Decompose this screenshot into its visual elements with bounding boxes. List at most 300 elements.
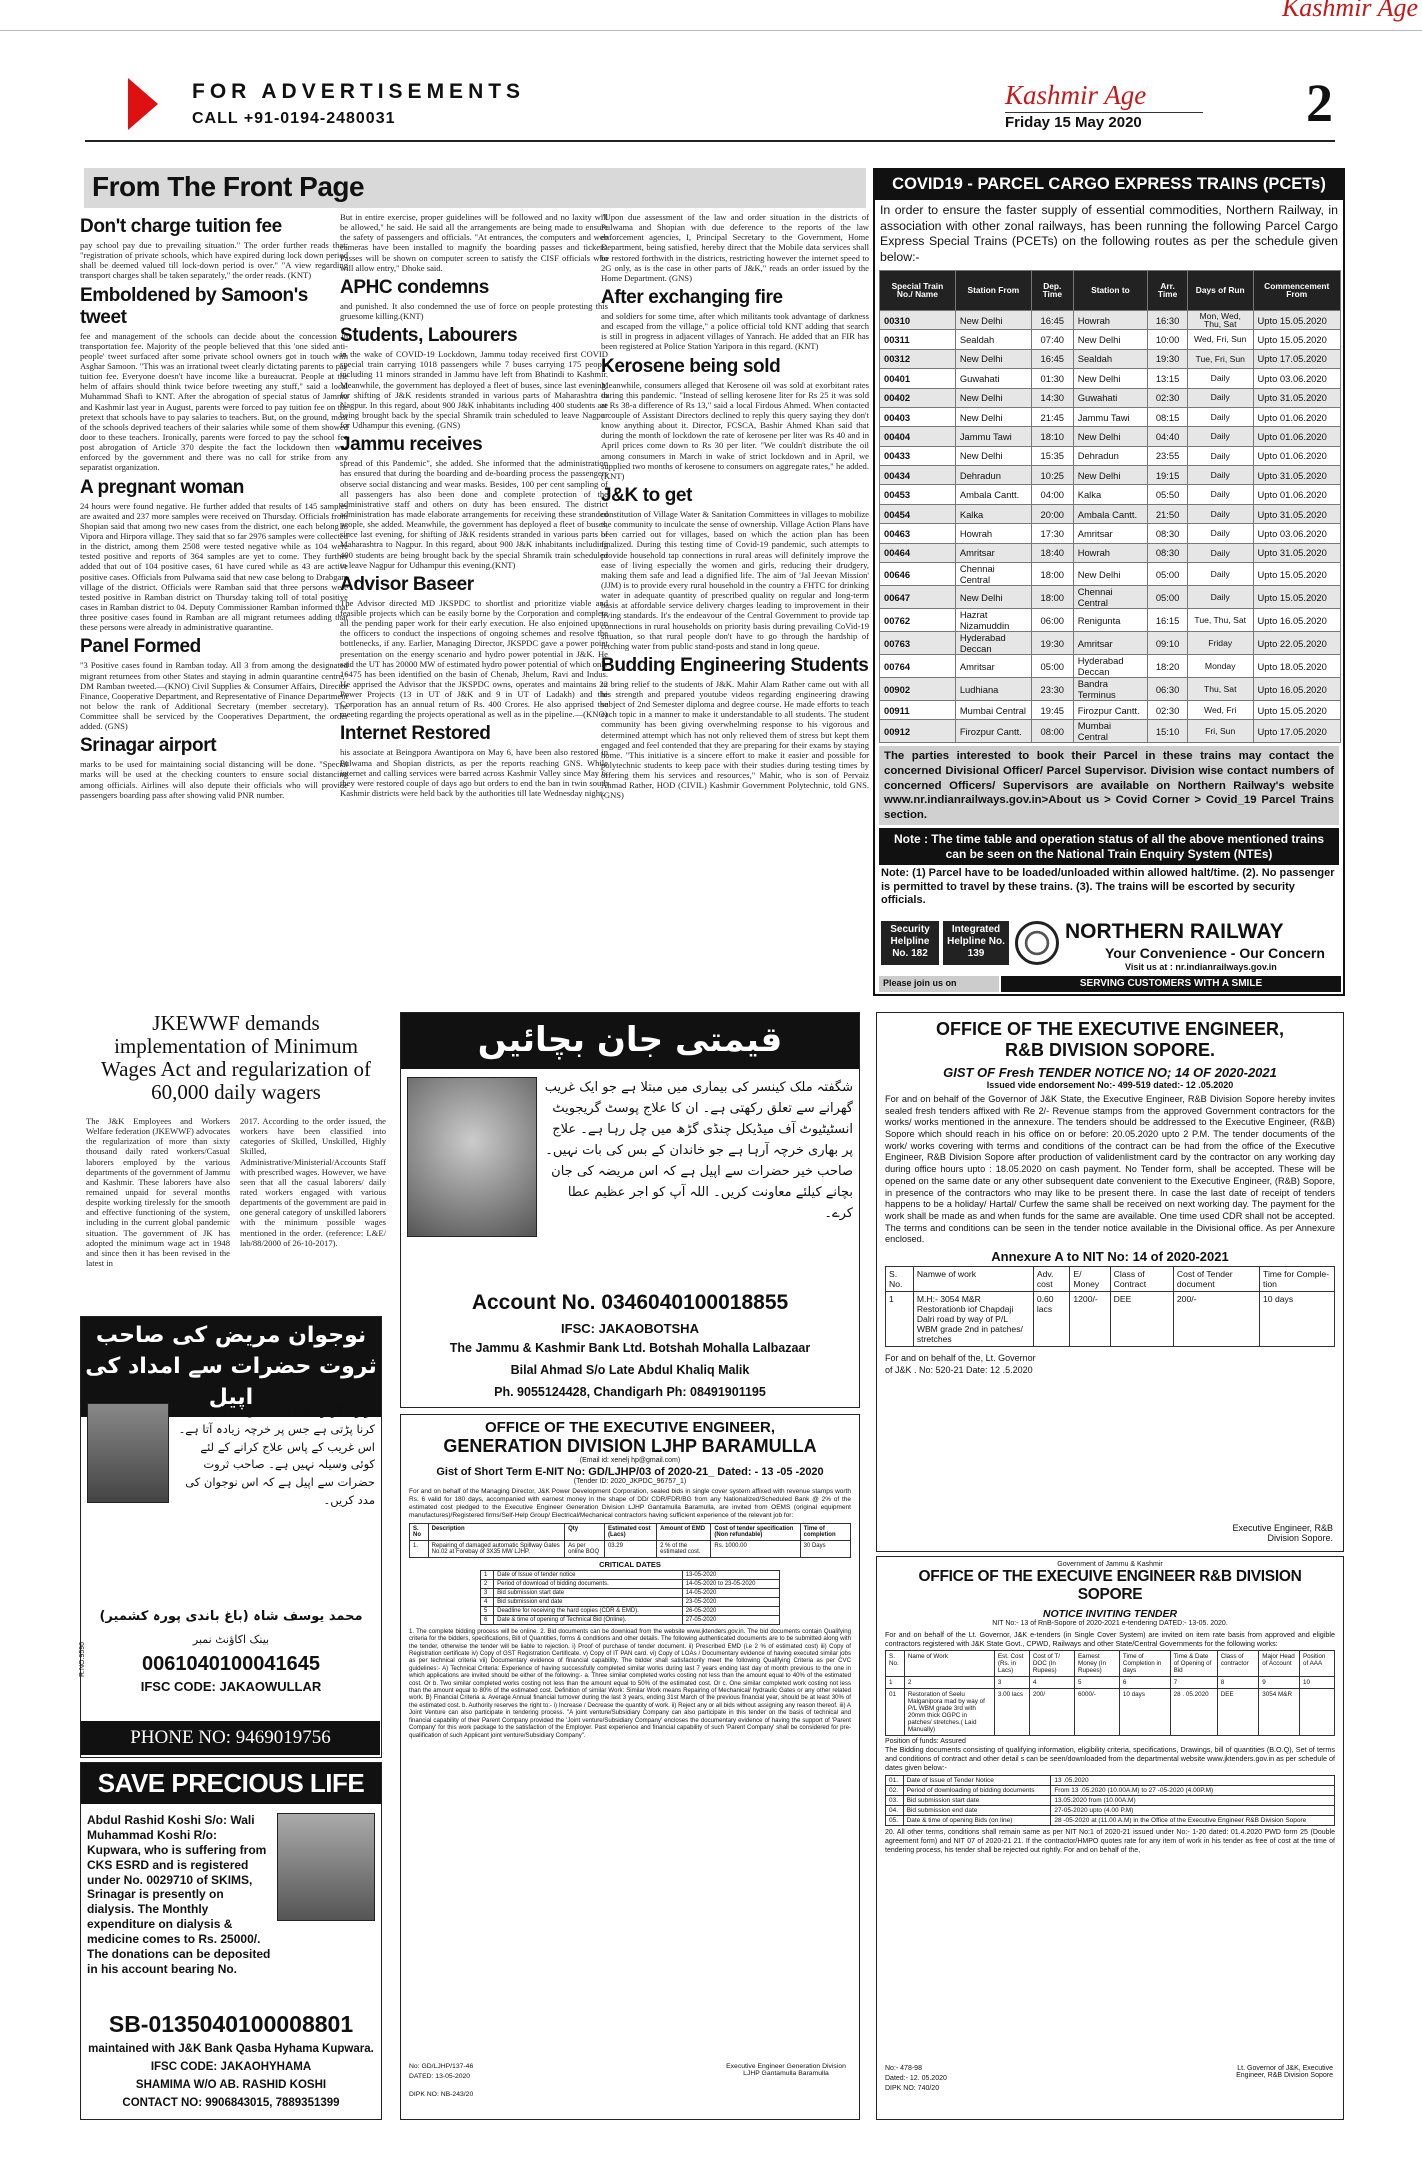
table-header: Class of contractor (1217, 1651, 1259, 1677)
table-cell: 27-05-2020 upto (4.00 P.M) (1051, 1806, 1335, 1816)
top-rule (0, 30, 1422, 31)
cancer-appeal-body: شگفتہ ملک کینسر کی بیماری میں مبتلا ہے جو ایک غریب گھرانے سے تعلق رکھتی ہے۔ ان کا علاج پوسٹ گریجویٹ انسٹیٹیوٹ آف میڈیکل چنڈی گڑھ میں چل رہا ہے۔ علاج پر بھاری خرچہ آرہا ہے جو خاندان کے بس کی بات نہیں۔ صاحب خیر حضرات سے اپیل ہے کہ اس مریضہ کی جان بچانے کیلئے معاونت کریں۔ اللہ آپ کو اجر عظیم عطا کرے۔ (544, 1080, 853, 1222)
table-cell: Guwahati (1073, 388, 1148, 407)
patient-photo (87, 1403, 169, 1503)
ljhp-dates-table (480, 1570, 780, 1625)
table-header: Time & Date of Opening of Bid (1170, 1651, 1217, 1677)
table-cell: 02:30 (1148, 388, 1188, 407)
sopore2-gov: Government of Jammu & Kashmir (1057, 1561, 1163, 1568)
table-cell: 19:45 (1031, 701, 1073, 720)
table-cell: 7 (1170, 1677, 1217, 1689)
sopore-gist: GIST OF Fresh TENDER NOTICE NO; 14 OF 2020-2021 (943, 1065, 1277, 1080)
table-cell: 6000/- (1074, 1689, 1119, 1736)
story-body: Meanwhile, consumers alleged that Kerosene oil was sold at exorbitant rates during this pandemic. "Instead of selling kerosene liter for Rs 25 it was sold at Rs 38-a difference of Rs 13," said a local Firdous Ahmed. When contacted a couple of Assistant Directors declined to reply this query saying they don't know anything about it. Director, FCSCA, Bashir Ahmed Khan said that during the month of lockdown the rate of kerosene per liter was Rs 40 and in April prices come down to Rs 30 per liter. "We couldn't distribute the oil among consumers in March in wake of strict lockdown and in April, we supplied two months of kerosene to consumers on aggregate rates," he added. (KNT) (601, 379, 869, 481)
table-cell: 18:00 (1031, 586, 1073, 609)
table-cell: Firozpur Cantt. (1073, 701, 1148, 720)
serving-banner: SERVING CUSTOMERS WITH A SMILE (1001, 976, 1341, 992)
table-cell: Hyderabad Deccan (955, 632, 1031, 655)
table-cell: 200/ (1029, 1689, 1074, 1736)
table-cell: 1 (481, 1570, 494, 1579)
parcel-note: Note : The time table and operation status of all the above mentioned trains can be seen on the National Train Enquiry System (NTEs) (879, 828, 1339, 865)
story-headline: APHC condemns (340, 276, 489, 298)
table-cell: New Delhi (955, 407, 1031, 426)
cancer-phone: Ph. 9055124428, Chandigarh Ph: 08491901195 (494, 1385, 766, 1399)
table-row (880, 586, 1341, 609)
story-body: constitution of Village Water & Sanitation Committees in villages to mobilize the community to inculcate the sense of ownership. Village Action Plans have been carried out for villages, based on which the action plan has been finalized. During this testing time of Covid-19 pandemic, such attempts to provide household tap connections in rural areas will definitely improve the ease of living especially the women and girls, reducing their drudgery, making them safe and lead a dignified life. The aim of 'Jal Jeevan Mission' (JJM) is to provide every rural household in the country a FHTC for drinking water in adequate quantity of prescribed quality on regular and long-term basis at affordable service delivery charges leading to improvement in their living standards. It's the endeavour of the Central Government to provide tap connections in rural households on priority basis during prevailing CoVid-19 situation, so that rural people don't have to go through the hardship of fetching water from public stand-posts and stand in long queue. (601, 508, 869, 651)
sopore2-body: For and on behalf of the Lt. Governor, J&K e-tenders (in Single Cover System) are invited on item rate basis from approved and eligible contractors registered with J&K State Govt., CPWD, Railways and other State/Central Governments for the following works: (885, 1630, 1335, 1648)
table-cell: 18:00 (1031, 563, 1073, 586)
sopore-tender-ad-2 (876, 1556, 1344, 2120)
table-cell: Ambala Cantt. (1073, 504, 1148, 523)
table-cell: Upto 01.06.2020 (1253, 485, 1341, 504)
table-cell: 13:15 (1148, 369, 1188, 388)
sopore2-signature: Lt. Governor of J&K, Executive Engineer, R&B Division Sopore (1236, 2065, 1333, 2079)
sopore-annexure-table (885, 1266, 1335, 1347)
urdu-bank: بینک اکاؤنٹ نمبر (192, 1633, 270, 1646)
table-cell: 18:40 (1031, 543, 1073, 562)
table-cell: Daily (1187, 586, 1253, 609)
table-cell: 00402 (880, 388, 956, 407)
table-cell: Upto 31.05.2020 (1253, 504, 1341, 523)
table-cell: 1 (886, 1291, 914, 1346)
sopore2-body2: The Bidding documents consisting of qualifying information, eligibility criteria, specifications, Drawings, bill of quantities (B.O.Q), Set of terms and conditions of contract and other detail s can be seen/downloaded from the departmental website www.jktenders.gov.in as per schedule of dates given below:- (885, 1745, 1335, 1772)
table-cell: Howrah (955, 524, 1031, 543)
story-body: pay school pay due to prevailing situation." The order further reads that: "registration of private schools, which have expired during lock down period shall be deemed valued till lock-down period is over." "A view regarding transport charges shall be taken separately," the order reads. (KNT) (80, 240, 348, 281)
table-cell: Kalka (955, 504, 1031, 523)
sopore2-work-table (885, 1650, 1335, 1736)
urdu-appeal-body: دونوں گردوں کی ڈیالیسس Bilecices کرنا پڑتی ہے جس پر خرچہ زیادہ آتا ہے۔ اس غریب کے پاس علاج کرانے کے لئے کوئی وسیلہ نہیں ہے۔ صاحب ثروت حضرات سے اپیل ہے کہ اس نوجوان کی مدد کریں۔ (178, 1404, 375, 1508)
urdu-phone: PHONE NO: 9469019756 (81, 1721, 380, 1755)
table-cell: Period of downloading of bidding documents (903, 1786, 1051, 1796)
table-cell: Date & time of opening of Technical Bid (Online). (494, 1615, 683, 1624)
northern-railway: NORTHERN RAILWAY (1065, 920, 1284, 943)
table-row (880, 349, 1341, 368)
table-cell: New Delhi (955, 310, 1031, 329)
table-cell: 03.29 (604, 1540, 656, 1557)
sopore-footer: For and on behalf of the, Lt. Governor of J&K . No: 520-21 Date: 12 .5.2020 (885, 1352, 1036, 1375)
table-cell: Bandra Terminus (1073, 678, 1148, 701)
table-cell: 3 (994, 1677, 1029, 1689)
table-header: Cost of tender specification (Non refundable) (711, 1523, 800, 1540)
table-cell: Period of download of bidding documents. (494, 1579, 683, 1588)
table-header: Time of completion (800, 1523, 850, 1540)
table-header: Adv. cost (1033, 1266, 1070, 1291)
table-cell: Upto 31.05.2020 (1253, 543, 1341, 562)
table-cell: 05:00 (1148, 586, 1188, 609)
table-cell: 08:30 (1148, 524, 1188, 543)
table-cell: 17:30 (1031, 524, 1073, 543)
r-no: R.NO.9596 (79, 1641, 86, 1677)
cancer-acc-no: Account No. 0346040100018855 (471, 1291, 789, 1314)
integrated-helpline: Integrated Helpline No. 139 (943, 921, 1009, 965)
table-cell: 14-05-2020 (682, 1588, 779, 1597)
ljhp-division: GENERATION DIVISION LJHP BARAMULLA (443, 1436, 817, 1456)
table-header: Special Train No./ Name (880, 270, 956, 310)
table-cell: 04. (886, 1806, 904, 1816)
table-header: Cost of Tender document (1173, 1266, 1259, 1291)
table-row (481, 1597, 780, 1606)
table-cell: 08:30 (1148, 543, 1188, 562)
urdu-appeal-ad (80, 1316, 382, 1758)
jkewwf-col-1: The J&K Employees and Workers Welfare federation (JKEWWF) advocates the regularization of more than sixty thousand daily rated workers/Casual laborers employed by the various departments of the government of Jammu and Kashmir. These laborers have also remained unpaid for several months despite working tirelessly for the smooth and effective functioning of the system, including in the current global pandemic situation. The government of JK has adopted the minimum wage act in 1948 and since then it has been revised in the latest in (86, 1116, 230, 1268)
table-cell: Upto 15.05.2020 (1253, 586, 1341, 609)
table-row (880, 427, 1341, 446)
table-cell: 6 (1119, 1677, 1170, 1689)
section-title: From The Front Page (92, 171, 365, 202)
table-cell: Date & time of opening Bids (on line) (903, 1816, 1051, 1826)
table-header: Qty (565, 1523, 605, 1540)
save-life-ifsc: IFSC CODE: JAKAOHYHAMA (150, 2061, 312, 2073)
table-cell: Hazrat Nizamuddin (955, 609, 1031, 632)
table-header: Estimated cost (Lacs) (604, 1523, 656, 1540)
sopore2-funds: Position of funds: Assured (885, 1738, 966, 1745)
table-cell: Amritsar (955, 655, 1031, 678)
table-cell: Chennai Central (1073, 586, 1148, 609)
table-cell: 18:10 (1031, 427, 1073, 446)
table-row (880, 369, 1341, 388)
table-row (481, 1615, 780, 1624)
table-cell: 21:50 (1148, 504, 1188, 523)
join-us: Please join us on (879, 976, 999, 992)
table-cell: 4 (1029, 1677, 1074, 1689)
table-cell: 09:10 (1148, 632, 1188, 655)
table-cell: 2 (904, 1677, 994, 1689)
table-cell: 9 (1259, 1677, 1300, 1689)
table-cell: 6 (481, 1615, 494, 1624)
table-row (880, 632, 1341, 655)
story-body: and punished. It also condemned the use of force on people protesting this gruesome killing.(KNT) (340, 300, 608, 321)
table-cell: 10 (1299, 1677, 1334, 1689)
table-cell: 14:30 (1031, 388, 1073, 407)
table-row (880, 504, 1341, 523)
table-cell: 10:00 (1148, 330, 1188, 349)
table-row (880, 407, 1341, 426)
table-cell: DEE (1217, 1689, 1259, 1736)
corner-brand: Kashmir Age (1281, 0, 1418, 22)
nr-tagline: Your Convenience - Our Concern (1105, 945, 1325, 961)
story-body: But in entire exercise, proper guidelines will be followed and no laxity will be allowed," he said. He said all the arrangements are being made to ensure the safety of passengers and officials. "At entrances, the computers and web cameras have been installed to magnify the boarding passes and tickets. Passes will be shown on computer screen to satisfy the CISF officials who will allow entry," Dhoke said. (340, 212, 608, 273)
table-cell: Daily (1187, 504, 1253, 523)
story-body: spread of this Pandemic", she added. She informed that the administration has ensured that during the boarding and de-boarding process the passengers observe social distancing and wear masks. Besides, 100 per cent sampling of all passengers has also been done and complete protection of the administrative staff and others on duty has been ensured. The district administration has made elaborate arrangements for receiving these stranded people, she added. Meanwhile, the government has deployed a fleet of buses, since last evening, for shifting of J&K residents stranded in various parts of Maharashtra to Nagpur. In this regard, about 900 J&K inhabitants including 400 students are being brought back by the special Shramik train scheduled to leave Nagpur for Udhampur this evening.(KNT) (340, 458, 608, 570)
table-header: Arr. Time (1148, 270, 1188, 310)
table-cell: 04:40 (1148, 427, 1188, 446)
story-headline: After exchanging fire (601, 286, 783, 308)
table-cell: Upto 15.05.2020 (1253, 330, 1341, 349)
story-body: marks to be used for maintaining social distancing will be done. "Special marks will be used at the checking counters to ensure social distancing among officials. Airlines will also depute their officials who will provide passengers boarding pass after showing valid PNR number. (80, 759, 348, 800)
save-life-body: Abdul Rashid Koshi S/o: Wali Muhammad Koshi R/o: Kupwara, who is suffering from CKS ESRD and is registered under No. 0029710 of SKIMS, Srinagar is presently on dialysis. The Monthly expenditure on dialysis & medicine comes to Rs. 25000/. The donations can be deposited in his account bearing No. (87, 1813, 271, 1976)
table-cell: 15:10 (1148, 720, 1188, 743)
table-cell: 00401 (880, 369, 956, 388)
table-header: Dep. Time (1031, 270, 1073, 310)
table-cell: Thu, Sat (1187, 678, 1253, 701)
table-row (481, 1579, 780, 1588)
table-cell: Tue, Fri, Sun (1187, 349, 1253, 368)
table-cell: 16:45 (1031, 349, 1073, 368)
front-col-3 (601, 212, 869, 801)
cancer-name: Bilal Ahmad S/o Late Abdul Khaliq Malik (510, 1363, 750, 1377)
table-header: Station From (955, 270, 1031, 310)
table-cell: 3054 M&R (1259, 1689, 1300, 1736)
table-cell: Daily (1187, 466, 1253, 485)
table-cell: Upto 17.05.2020 (1253, 720, 1341, 743)
sopore2-nit-no: NIT No:- 13 of RnB-Sopore of 2020-2021 e-tendering DATED:- 13-05. 2020. (992, 1620, 1228, 1627)
table-cell: 26-05-2020 (682, 1606, 779, 1615)
table-cell: Jammu Tawi (955, 427, 1031, 446)
table-header: Class of Contract (1110, 1266, 1173, 1291)
parcel-schedule-table (879, 270, 1341, 743)
table-cell: 16:15 (1148, 609, 1188, 632)
table-cell: 5 (1074, 1677, 1119, 1689)
table-row (886, 1786, 1335, 1796)
table-cell: 00902 (880, 678, 956, 701)
table-row (880, 446, 1341, 465)
table-cell: Guwahati (955, 369, 1031, 388)
save-life-photo (277, 1813, 375, 1921)
table-cell: 00762 (880, 609, 956, 632)
table-row (886, 1806, 1335, 1816)
ljhp-body: For and on behalf of the Managing Director, J&K Power Development Corporation, sealed bids in single cover system affixed with revenue stamps worth Rs. 6 valid for 180 days, accompanied with earnest money in the shape of DD/ CDR/FDR/BG from any Nationalized/Scheduled Bank @ 2% of the estimated cost pledged to the Executive Engineer Generation Division LJHP Gantamulla Baramulla, are invited from OEMS (original equipment manufactures)/Registered firms/Self-Help Group/ Electrical/Mechanical contractors having sufficient experience of the relevant job for: (409, 1488, 851, 1519)
security-helpline: Security Helpline No. 182 (881, 921, 939, 965)
table-cell: Daily (1187, 369, 1253, 388)
table-row (880, 543, 1341, 562)
table-cell: Bid submission start date (903, 1796, 1051, 1806)
story-body: "Upon due assessment of the law and order situation in the districts of Pulwama and Shopian with due deference to the reports of the law enforcement agencies, I, Principal Secretary to the Government, Home Department, being satisfied, hereby direct that the Mobile data services shall be restored forthwith in the districts, restricting however the internet speed to 2G only, as is the case in other parts of J&K," reads an order issued by the Home Department. (GNS) (601, 212, 869, 283)
urdu-acc-no: 0061040100041645 (142, 1653, 320, 1675)
table-header: Description (428, 1523, 564, 1540)
table-cell: New Delhi (1073, 369, 1148, 388)
table-cell: Deadline for receiving the hard copies (CDR & EMD). (494, 1606, 683, 1615)
table-cell: 01 (886, 1689, 905, 1736)
table-cell: Upto 01.06.2020 (1253, 427, 1341, 446)
table-cell: New Delhi (1073, 330, 1148, 349)
ljhp-tender-id: (Tender ID: 2020_JKPDC_96757_1) (573, 1478, 687, 1485)
cancer-bank: The Jammu & Kashmir Bank Ltd. Botshah Mohalla Lalbazaar (449, 1341, 811, 1355)
table-cell: 00464 (880, 543, 956, 562)
table-cell: 18:20 (1148, 655, 1188, 678)
parcel-intro: In order to ensure the faster supply of essential commodities, Northern Railway, in association with other zonal railways, has been running the following Parcel Cargo Express Special Trains (PCETs) on the following routes as per the schedule given below:- (880, 203, 1338, 265)
table-cell: Kalka (1073, 485, 1148, 504)
table-cell: 4 (481, 1597, 494, 1606)
table-header: Commencement From (1253, 270, 1341, 310)
table-cell: 06:00 (1031, 609, 1073, 632)
table-cell: Daily (1187, 524, 1253, 543)
table-row (481, 1588, 780, 1597)
table-row (880, 701, 1341, 720)
story-headline: Don't charge tuition fee (80, 216, 282, 237)
table-cell: 00434 (880, 466, 956, 485)
ljhp-dated: DATED: 13-05-2020 (409, 2073, 471, 2080)
story-headline: Internet Restored (340, 723, 491, 745)
table-cell: 01. (886, 1776, 904, 1786)
sopore2-office: OFFICE OF THE EXECUIVE ENGINEER R&B DIVISION SOPORE (918, 1568, 1302, 1603)
story-headline: Emboldened by Samoon's tweet (80, 284, 308, 328)
sopore-body: For and on behalf of the Governor of J&K State, the Executive Engineer, R&B Division Sopore hereby invites sealed fresh tenders affixed with Re 2/- Revenue stamps from the approved Government contractors for the works/ works mentioned in the annexure. The tenders should be addressed to the Executive Engineer, (R&B) Sopore which should reach in his office on or before: 20.05.2020 upto 2 P.M. The tender documents of the work/ works covering with terms and conditions of the contract can be had from the office of the Executive Engineer, R&B Division Sopore after production of validenlistment card by the contractor on any working day during office hours upto : 18.05.2020 on cash payment. No Tender form, shall be accepted. These will be opened on the same date or any other subsequent date convenient to the Executive Engineer, (R&B) Sopore, in presence of the contractors who may like to be present there. In case the last date of receipt of tenders happens to be a holiday/ Hartal/ Curfew the same shall be received on next working day. The payment for the work shall be made as and when funds for the same are available. One time used CDR shall not be accepted. The terms and conditions can be seen in the tender notice available in the Divisional office. As per Annexure enclosed. (885, 1094, 1335, 1245)
nr-website: Visit us at : nr.indianrailways.gov.in (1125, 962, 1277, 972)
story-headline: Advisor Baseer (340, 573, 474, 595)
table-cell: New Delhi (955, 446, 1031, 465)
table-cell: New Delhi (955, 349, 1031, 368)
table-cell: 00463 (880, 524, 956, 543)
table-cell: Monday (1187, 655, 1253, 678)
story-body: and soldiers for some time, after which militants took advantage of darkness and escaped from the village," a police official told KNT adding that search is still in progress in adjacent villages of Yanrach. He added that an FIR has been registered at Police Station Yaripora in this regard. (KNT) (601, 310, 869, 352)
story-body: fee and management of the schools can decide about the concession in transportation fee. Majority of the people believed that this 'one sided anti-people' tweet surfaced after some private school owners got in touch with Asghar Samoon. "This was an irrational tweet clearly dictating parents to pay tuition fee. Everyone doesn't have income like a bureaucrat. People at the helm of affairs should think twice before tweeting any stuff," said a local Muhammad Shafi to KNT. After the abrogation of special status of Jammu and Kashmir last year in August, parents were forced to pay tuition fee on the pretext that schools have to pay salaries to teachers. But, on the ground, most of the schools deprived teachers of their salaries while some of them showed door to these teachers. Ironically, parents were forced to pay the school fee post abrogation of Article 370 despite the fact the lockdown then was enforced by the government and there was no call for strike from any separatist organization. (80, 330, 348, 473)
table-cell: Bid submission end date (494, 1597, 683, 1606)
save-life-bank: maintained with J&K Bank Qasba Hyhama Kupwara. (88, 2043, 374, 2055)
ljhp-office: OFFICE OF THE EXECUTIVE ENGINEER, (484, 1419, 776, 1436)
table-cell: 04:00 (1031, 485, 1073, 504)
ljhp-no: No: GD/LJHP/137-46 (409, 2063, 474, 2070)
parcel-note2: Note: (1) Parcel have to be loaded/unloaded within allowed halt/time. (2). No passenger is permitted to travel by these trains. (3). The trains will be escorted by security officials. (881, 867, 1335, 906)
ad-phone: CALL +91-0194-2480031 (192, 110, 396, 127)
table-cell: 2 (481, 1579, 494, 1588)
table-cell: 07:40 (1031, 330, 1073, 349)
table-cell: Daily (1187, 446, 1253, 465)
parcel-title: COVID19 - PARCEL CARGO EXPRESS TRAINS (PCETs) (875, 170, 1343, 200)
table-cell: 00764 (880, 655, 956, 678)
table-header: Name of Work (904, 1651, 994, 1677)
table-cell: Mumbai Central (955, 701, 1031, 720)
table-header: S. No. (886, 1266, 914, 1291)
table-cell: 0.60 lacs (1033, 1291, 1070, 1346)
table-cell: Restoration of Seelu Malganipora mad by way of P/L WBM grade 3rd with 20mm thick OGPC in patches/ stretches.( Laid Manually) (904, 1689, 994, 1736)
jkewwf-headline: JKEWWF demands implementation of Minimum Wages Act and regularization of 60,000 daily wagers (100, 1011, 372, 1105)
table-row (880, 678, 1341, 701)
table-cell: Upto 03.06.2020 (1253, 369, 1341, 388)
table-cell: 5 (481, 1606, 494, 1615)
table-cell: 10:25 (1031, 466, 1073, 485)
story-headline: Srinagar airport (80, 735, 217, 757)
table-cell: Upto 15.05.2020 (1253, 701, 1341, 720)
table-header: Time for Comple- tion (1260, 1266, 1335, 1291)
story-headline: Kerosene being sold (601, 355, 781, 377)
table-cell: Daily (1187, 427, 1253, 446)
table-cell: New Delhi (1073, 563, 1148, 586)
save-life-ad (80, 1762, 382, 2120)
sopore-signature: Executive Engineer, R&B Division Sopore. (1232, 1523, 1333, 1543)
table-cell: Daily (1187, 543, 1253, 562)
table-cell: 00404 (880, 427, 956, 446)
table-header: Time of Completion in days (1119, 1651, 1170, 1677)
table-cell: 00763 (880, 632, 956, 655)
ljhp-dipk: DIPK NO: NB-243/20 (409, 2091, 474, 2098)
table-cell: Amritsar (955, 543, 1031, 562)
table-cell: Chennai Central (955, 563, 1031, 586)
story-headline: Jammu receives (340, 434, 483, 456)
table-cell: Upto 15.05.2020 (1253, 563, 1341, 586)
table-cell: Upto 22.05.2020 (1253, 632, 1341, 655)
table-cell: 00911 (880, 701, 956, 720)
save-life-acc: SB-0135040100008801 (108, 2011, 354, 2037)
urdu-signature: محمد یوسف شاہ (باغ باندی پورہ کشمیر) (99, 1609, 363, 1624)
table-cell: 19:15 (1148, 466, 1188, 485)
table-header: S. No. (886, 1651, 905, 1677)
table-cell: New Delhi (1073, 427, 1148, 446)
for-advertisements: FOR ADVERTISEMENTS (192, 80, 526, 103)
table-header: Cost of T/ DOC (In Rupees) (1029, 1651, 1074, 1677)
table-cell: 14-05-2020 to 23-05-2020 (682, 1579, 779, 1588)
table-cell: Rs. 1000.00 (711, 1540, 800, 1557)
story-headline: Panel Formed (80, 636, 201, 658)
table-cell: New Delhi (955, 586, 1031, 609)
table-cell: 23:30 (1031, 678, 1073, 701)
table-row (481, 1606, 780, 1615)
sopore2-tail: 20. All other terms, conditions shall remain same as per NIT No:1 of 2020-21 issued under No:- 1-20 dated: 01.4.2020 PWD form 25 (Double agreement form) and NIT 07 of 2020-21 21. If the contractor/HMPO quotes rate for any item of work in his tender as free of cost at the time of tendering process, his tender shall be rejected out rightly. For and on behalf of the, (885, 1829, 1335, 1854)
table-cell: Amritsar (1073, 632, 1148, 655)
page-number: 2 (1306, 73, 1333, 133)
masthead-rule (85, 140, 1335, 142)
table-cell: 05. (886, 1816, 904, 1826)
table-header: Namwe of work (913, 1266, 1033, 1291)
table-cell: 27-05-2020 (682, 1615, 779, 1624)
table-cell: Upto 01.06.2020 (1253, 446, 1341, 465)
table-cell: 00312 (880, 349, 956, 368)
table-cell: Howrah (1073, 543, 1148, 562)
table-header: Earnest Money (In Rupees) (1074, 1651, 1119, 1677)
table-cell: Upto 01.06.2020 (1253, 407, 1341, 426)
ljhp-rest: 1. The complete bidding process will be online. 2. Bid documents can be download from the website www.jktenders.gov.in. The bid documents contain Qualifying criteria for the bidders, specifications, Bill of Quantities, forms & conditions and other details. The following authenticated documents are to be submitted along with the tender, otherwise the tender will be liable to rejection. i) Proof of purchase of tender document. ii) Prescribed EMD (i.e 2 % of estimated cost) iii) Copy of Registration certificate iv) Copy of GST Registration Certificate. v) Copy of IT PAN card. vi) Copy of LOAs / Documentary evidence of having executed similar jobs as per technical criteria vii) Documentary evidence of financial capability. The bidder shall satisfactorily meet the following Qualifying Criteria as per CVC guidelines:- A) Technical Criteria: Experience of having successfully completed similar works during last 7 years ending last day of month previous to the one in which applications are invited should be either of the following:- a. Three similar completed works costing not less than the amount equal to 40% of the estimated cost. Or b. Two similar completed works costing not less than the amount equal to 50% of the estimated cost. Or c. One similar completed work costing not less than the amount equal to 80% of the estimated cost. Definition of similar Work: Similar Work means Repairing of Mechanical/ hydraulic Gates or any other related work. B) Financial Criteria a. Average Annual financial turnover during the last 3 years, ending 31st March of the previous financial year, should be at least 30% of the estimated cost. b. Authority reserves the right to:- i) Increase / Decrease the quantity of work. ii) Reject any or all bids without assigning any reason thereof. iii) A Joint Venture can also participate in tendering process. "A joint venture/Subsidiary Company can also participate in this tender on the basis of technical and financial capability of their Parent Company provided the 'Joint venture/Subsidiary Company' encloses the documentary evidence of having the support of 'Parent Company' for this work package to the satisfaction of the Employer. Past experience and financial capability of such 'Parent Company' shall be considered for pre-qualification of such Applicant joint venture/Subsidiary Company". (409, 1627, 851, 1739)
table-cell: 05:00 (1031, 655, 1073, 678)
table-cell: From 13 .05.2020 (10.00A.M) to 27 -05-2020 (4.00P.M) (1051, 1786, 1335, 1796)
sopore-tender-ad-1 (876, 1012, 1344, 1552)
story-headline: A pregnant woman (80, 476, 244, 498)
story-headline: J&K to get (601, 484, 693, 506)
parcel-trains-ad (873, 168, 1345, 996)
ljhp-work-table (409, 1523, 851, 1558)
story-body: "3 Positive cases found in Ramban today. All 3 from among the designated migrant returnees from other States and staying in admin quarantine centre," DM Ramban tweeted.—(KNO) Civil Supplies & Consumer Affairs, Director Finance, Cooperative Department, and Representative of Finance Department not below the rank of Additional Secretary (member secretary). The Committee shall be serviced by the Cooperatives Department, the order added. (GNS) (80, 660, 348, 732)
table-cell: Wed, Fri, Sun (1187, 330, 1253, 349)
table-header: Position of AAA (1299, 1651, 1334, 1677)
table-cell: Upto 31.05.2020 (1253, 388, 1341, 407)
table-cell: 08:00 (1031, 720, 1073, 743)
table-row (880, 524, 1341, 543)
table-cell: Bid submission start date (494, 1588, 683, 1597)
table-cell: 02. (886, 1786, 904, 1796)
table-cell: 1200/- (1070, 1291, 1110, 1346)
sopore2-dipk: DIPK NO: 740/20 (885, 2085, 940, 2092)
table-cell: Upto 31.05.2020 (1253, 466, 1341, 485)
table-cell: Howrah (1073, 310, 1148, 329)
table-cell: 13 .05.2020 (1051, 1776, 1335, 1786)
table-row (880, 609, 1341, 632)
table-header: Major Head of Account (1259, 1651, 1300, 1677)
cancer-patient-photo (407, 1077, 537, 1237)
table-cell: 2 % of the estimated cost. (657, 1540, 711, 1557)
table-cell: 00311 (880, 330, 956, 349)
table-cell: 13.05.2020 from (10.00A.M) (1051, 1796, 1335, 1806)
sopore2-dated: Dated:- 12. 05.2020 (885, 2075, 947, 2082)
save-life-contact: CONTACT NO: 9906843015, 7889351399 (122, 2097, 340, 2109)
table-cell: 03. (886, 1796, 904, 1806)
table-cell: Renigunta (1073, 609, 1148, 632)
table-cell: 00912 (880, 720, 956, 743)
table-cell: Mumbai Central (1073, 720, 1148, 743)
ljhp-tender-ad (400, 1414, 860, 2120)
table-cell: 10 days (1260, 1291, 1335, 1346)
table-cell: Upto 03.06.2020 (1253, 524, 1341, 543)
table-cell: Fri, Sun (1187, 720, 1253, 743)
story-headline: Budding Engineering Students (601, 654, 869, 676)
table-cell: As per online BOQ (565, 1540, 605, 1557)
table-header: E/ Money (1070, 1266, 1110, 1291)
table-cell: 19:30 (1031, 632, 1073, 655)
table-cell: 01:30 (1031, 369, 1073, 388)
table-cell: Amritsar (1073, 524, 1148, 543)
table-cell: 00433 (880, 446, 956, 465)
table-row (481, 1570, 780, 1579)
table-cell: 00647 (880, 586, 956, 609)
table-cell: Date of Issue of tender notice (494, 1570, 683, 1579)
cancer-appeal-ad (400, 1012, 860, 1408)
